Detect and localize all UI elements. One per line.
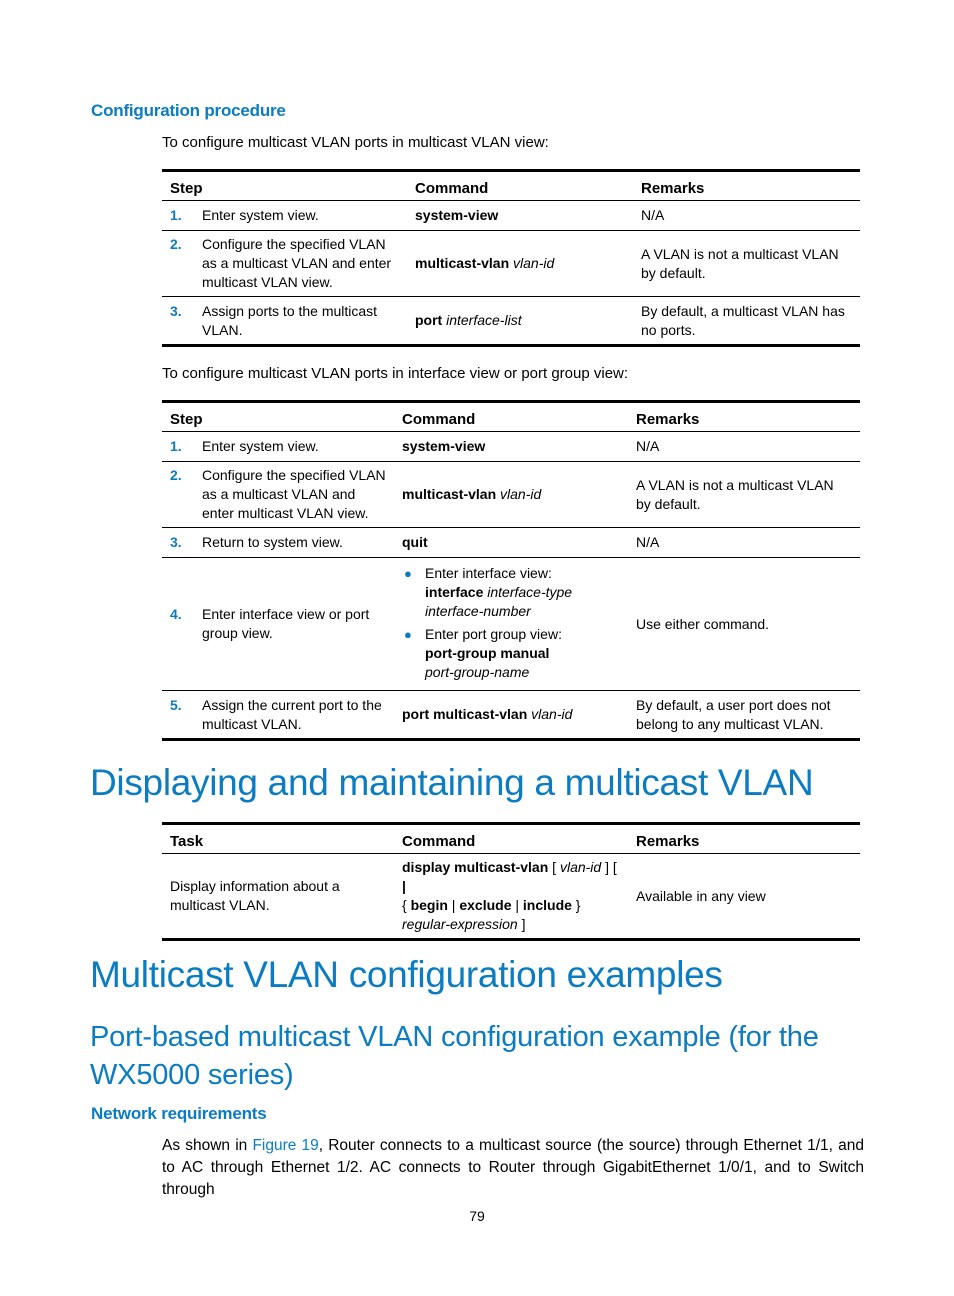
command-keyword-begin: begin — [410, 897, 448, 913]
step-text: Enter system view. — [202, 207, 319, 223]
heading-port-based-example: Port-based multicast VLAN configuration example (for the WX5000 series) — [90, 1021, 819, 1091]
command-argument: port-group-name — [425, 664, 530, 680]
step-number: 3. — [170, 302, 182, 319]
heading-examples: Multicast VLAN configuration examples — [90, 954, 723, 995]
table-row — [162, 558, 860, 691]
paragraph-text: As shown in — [162, 1137, 253, 1154]
heading-displaying: Displaying and maintaining a multicast VLAN — [90, 762, 814, 803]
column-header-remarks: Remarks — [636, 411, 700, 428]
command-argument: regular-expression — [402, 916, 518, 932]
command-argument: vlan-id — [559, 859, 602, 875]
table-row — [162, 201, 860, 231]
step-number: 2. — [170, 467, 182, 483]
command-argument: interface-type interface-number — [425, 584, 573, 619]
step-number: 1. — [170, 207, 182, 223]
command-syntax: display multicast-vlan [ vlan-id ] [ | { begin | exclude | include } regular-expression ] — [402, 859, 617, 932]
remarks: Available in any view — [636, 887, 766, 904]
step-number: 5. — [170, 696, 182, 713]
column-header-command: Command — [402, 411, 476, 428]
command: port-group manual — [425, 645, 550, 661]
table-row — [162, 854, 860, 940]
bullet-icon: ● — [404, 566, 412, 581]
command: port — [415, 312, 443, 328]
remarks: By default, a multicast VLAN has no ports. — [641, 302, 845, 338]
command: system-view — [415, 207, 499, 223]
column-header-step: Step — [170, 411, 203, 428]
column-header-command: Command — [415, 180, 489, 197]
column-header-remarks: Remarks — [636, 833, 700, 850]
step-number: 4. — [170, 606, 182, 622]
remarks: Use either command. — [636, 615, 770, 632]
command-argument: vlan-id — [500, 486, 542, 502]
step-text: Configure the specified VLAN as a multicast VLAN and enter multicast VLAN view. — [202, 467, 386, 521]
table-multicast-vlan-view — [162, 169, 860, 347]
command-keyword-include: include — [522, 897, 572, 913]
column-header-step: Step — [170, 180, 203, 197]
list-item — [402, 625, 620, 682]
command: multicast-vlan — [402, 486, 497, 502]
step-text: Enter system view. — [202, 438, 319, 454]
step-text: Configure the specified VLAN as a multicast VLAN and enter multicast VLAN view. — [202, 236, 392, 290]
bullet-icon: ● — [404, 627, 412, 642]
table-row — [162, 432, 860, 462]
table-interface-view — [162, 400, 860, 741]
command-keyword-exclude: exclude — [459, 897, 512, 913]
page-number: 79 — [469, 1208, 485, 1224]
command-argument: vlan-id — [531, 706, 573, 722]
step-text: Enter interface view or port group view. — [202, 606, 370, 641]
intro-text-1: To configure multicast VLAN ports in multicast VLAN view: — [162, 134, 549, 151]
column-header-command: Command — [402, 833, 476, 850]
paragraph-text: , Router connects to a multicast source (the source) through Ethernet 1/1, and to AC through Ethernet 1/2. AC connects to Router through GigabitEthernet 1/0/1, and to Switch through — [162, 1137, 865, 1198]
figure-link[interactable]: Figure 19 — [252, 1137, 319, 1154]
remarks: N/A — [636, 534, 660, 550]
remarks: A VLAN is not a multicast VLAN by default. — [636, 476, 834, 512]
column-header-task: Task — [170, 833, 204, 850]
remarks: N/A — [641, 207, 665, 223]
command: display multicast-vlan — [402, 859, 549, 875]
step-text: Assign the current port to the multicast VLAN. — [202, 696, 382, 732]
command: port multicast-vlan — [402, 706, 528, 722]
command-argument: vlan-id — [513, 255, 555, 271]
subheading-network-requirements: Network requirements — [91, 1104, 267, 1123]
command: system-view — [402, 438, 486, 454]
step-number: 1. — [170, 438, 182, 454]
task: Display information about a multicast VLAN. — [170, 878, 340, 913]
bullet-label: Enter interface view: — [425, 565, 552, 581]
table-display-commands — [162, 822, 860, 941]
body-paragraph — [162, 1135, 864, 1201]
table-row — [162, 691, 860, 740]
column-header-remarks: Remarks — [641, 180, 705, 197]
command: quit — [402, 534, 428, 550]
bullet-label: Enter port group view: — [425, 626, 562, 642]
section-title: Configuration procedure — [91, 101, 286, 120]
command-bullet-list — [402, 564, 620, 682]
list-item — [402, 564, 620, 621]
step-number: 2. — [170, 236, 182, 252]
step-text: Return to system view. — [202, 534, 343, 550]
remarks: By default, a user port does not belong to any multicast VLAN. — [636, 696, 831, 732]
table-row — [162, 528, 860, 558]
step-text: Assign ports to the multicast VLAN. — [202, 302, 378, 338]
table-row — [162, 462, 860, 528]
intro-text-2: To configure multicast VLAN ports in interface view or port group view: — [162, 365, 629, 382]
remarks: N/A — [636, 438, 660, 454]
command: multicast-vlan — [415, 255, 510, 271]
table-row — [162, 297, 860, 346]
table-row — [162, 231, 860, 297]
command-argument: interface-list — [446, 312, 522, 328]
remarks: A VLAN is not a multicast VLAN by default. — [641, 245, 839, 281]
step-number: 3. — [170, 534, 182, 550]
command: interface — [425, 584, 484, 600]
